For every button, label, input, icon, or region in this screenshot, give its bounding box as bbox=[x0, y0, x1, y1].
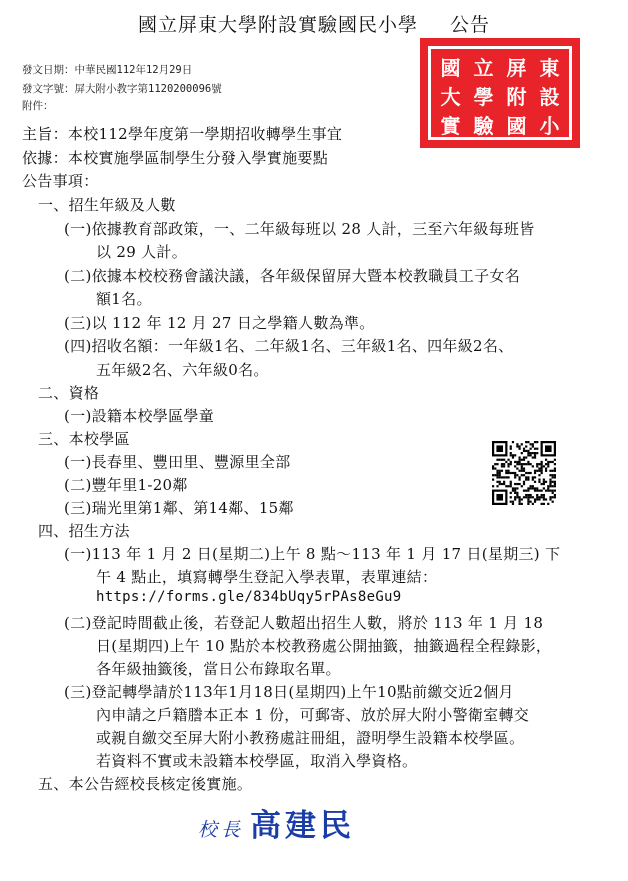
list-item: (一)113 年 1 月 2 日(星期二)上午 8 點～113 年 1 月 17 日(星期三) 下 bbox=[64, 545, 561, 563]
section-2-heading: 二、資格 bbox=[38, 384, 100, 402]
list-item: 午 4 點止，填寫轉學生登記入學表單，表單連結： bbox=[96, 568, 438, 586]
seal-char: 東 bbox=[539, 56, 560, 80]
basis: 依據：本校實施學區制學生分發入學實施要點 bbox=[22, 149, 329, 167]
list-item: 各年級抽籤後，當日公布錄取名單。 bbox=[96, 660, 341, 678]
seal-char: 驗 bbox=[473, 114, 494, 138]
signature-name: 高建民 bbox=[250, 808, 356, 844]
meta-number: 發文字號：屏大附小教字第1120200096號 bbox=[22, 83, 222, 95]
seal-char: 立 bbox=[473, 56, 494, 80]
list-item: 五年級2名、六年級0名。 bbox=[96, 361, 269, 379]
list-item: 日(星期四)上午 10 點於本校教務處公開抽籤，抽籤過程全程錄影， bbox=[96, 637, 552, 655]
list-item: 以 29 人計。 bbox=[96, 243, 188, 261]
title-notice: 公告 bbox=[450, 14, 491, 36]
list-item: (二)依據本校校務會議決議，各年級保留屏大暨本校教職員工子女名 bbox=[64, 267, 521, 285]
seal-char: 大 bbox=[440, 85, 461, 109]
meta-attachment: 附件： bbox=[22, 100, 54, 112]
qr-code-icon[interactable] bbox=[492, 441, 556, 505]
list-item: 額1名。 bbox=[96, 290, 152, 308]
list-item: 或親自繳交至屏大附小教務處註冊組，證明學生設籍本校學區。 bbox=[96, 729, 525, 747]
items-heading: 公告事項： bbox=[22, 172, 99, 190]
seal-char: 附 bbox=[506, 85, 527, 109]
section-4-heading: 四、招生方法 bbox=[38, 522, 130, 540]
list-item: (三)以 112 年 12 月 27 日之學籍人數為準。 bbox=[64, 314, 375, 332]
list-item: (二)豐年里1-20鄰 bbox=[64, 476, 188, 494]
list-item: (二)登記時間截止後，若登記人數超出招生人數，將於 113 年 1 月 18 bbox=[64, 614, 544, 632]
section-1-heading: 一、招生年級及人數 bbox=[38, 196, 176, 214]
title-school: 國立屏東大學附設實驗國民小學 bbox=[137, 14, 418, 36]
list-item: (三)登記轉學請於113年1月18日(星期四)上午10點前繳交近2個月 bbox=[64, 683, 514, 701]
principal-signature bbox=[198, 800, 355, 845]
seal-char: 設 bbox=[539, 85, 560, 109]
signature-title: 校長 bbox=[198, 819, 245, 841]
section-3-heading: 三、本校學區 bbox=[38, 430, 130, 448]
form-link[interactable]: https://forms.gle/834bUqy5rPAs8eGu9 bbox=[96, 589, 402, 605]
list-item: (四)招收名額：一年級1名、二年級1名、三年級1名、四年級2名、 bbox=[64, 337, 514, 355]
list-item: 若資料不實或未設籍本校學區，取消入學資格。 bbox=[96, 752, 418, 770]
seal-char: 學 bbox=[473, 85, 494, 109]
subject: 主旨：本校112學年度第一學期招收轉學生事宜 bbox=[22, 125, 343, 143]
page-title bbox=[0, 10, 628, 37]
list-item: (一)依據教育部政策，一、二年級每班以 28 人計，三至六年級每班皆 bbox=[64, 220, 535, 238]
seal-char: 國 bbox=[440, 56, 461, 80]
list-item: (一)長春里、豐田里、豐源里全部 bbox=[64, 453, 291, 471]
seal-char: 實 bbox=[440, 114, 461, 138]
official-seal bbox=[420, 38, 580, 148]
list-item: (一)設籍本校學區學童 bbox=[64, 407, 215, 425]
seal-char: 小 bbox=[539, 114, 560, 138]
list-item: 內申請之戶籍謄本正本 1 份，可郵寄、放於屏大附小警衛室轉交 bbox=[96, 706, 530, 724]
meta-date: 發文日期：中華民國112年12月29日 bbox=[22, 64, 193, 76]
seal-char: 國 bbox=[506, 114, 527, 138]
seal-char: 屏 bbox=[506, 56, 527, 80]
section-5-heading: 五、本公告經校長核定後實施。 bbox=[38, 775, 253, 793]
list-item: (三)瑞光里第1鄰、第14鄰、15鄰 bbox=[64, 499, 294, 517]
